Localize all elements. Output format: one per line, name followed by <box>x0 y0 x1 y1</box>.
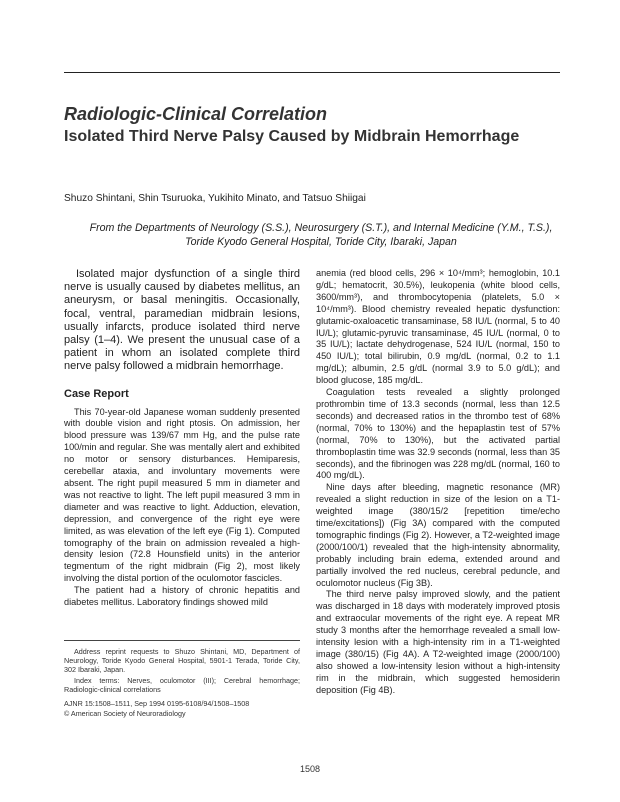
outcome-paragraph: The third nerve palsy improved slowly, and the patient was discharged in 18 days with moderately improved ptosis and extraocular movements of the right eye. A repeat MR study 3 months after the hemorrhage revealed a small low-intensity lesion with a high-intensity rim in a T1-weighted image (380/15) (Fig 4A). A T2-weighted image (2000/100) also showed a low-intensity lesion without a high-intensity rim in the midbrain, which suggested hemosiderin deposition (Fig 4B). <box>316 589 560 695</box>
article-title: Isolated Third Nerve Palsy Caused by Midbrain Hemorrhage <box>64 128 520 145</box>
index-terms: Index terms: Nerves, oculomotor (III); Cerebral hemorrhage; Radiologic-clinical correlations <box>64 675 300 694</box>
affiliation: From the Departments of Neurology (S.S.), Neurosurgery (S.T.), and Internal Medicine (Y.M., T.S.), Toride Kyodo General Hospital, Toride City, Ibaraki, Japan <box>89 222 553 248</box>
coagulation-paragraph: Coagulation tests revealed a slightly prolonged prothrombin time of 13.3 seconds (normal, less than 12.5 seconds) and decreased ratios in the thrombo test of 68% (normal, 70% to 130%) and the hepaplastin test of 57% (normal, 70% to 130%), but the activated partial thromboplastin time was 32.9 seconds (normal, less than 35 seconds), and the fibrinogen was 228 mg/dL (normal, 160 to 400 mg/dL). <box>316 387 560 481</box>
copyright: © American Society of Neuroradiology <box>64 709 186 719</box>
header-rule <box>64 72 560 73</box>
left-column <box>64 268 300 609</box>
section-title: Radiologic-Clinical Correlation <box>64 104 328 124</box>
right-column <box>316 268 560 697</box>
abstract: Isolated major dysfunction of a single third nerve is usually caused by diabetes mellitus, an aneurysm, or basal meningitis. Occasionally, focal, ventral, paramedian midbrain lesions, usually infarcts, produce isolated third nerve palsy (1–4). We present the unusual case of a patient in whom an isolated complete third nerve palsy followed a midbrain hemorrhage. <box>64 268 300 373</box>
journal-citation: AJNR 15:1508–1511, Sep 1994 0195-6108/94/1508–1508 <box>64 699 250 709</box>
reprint-address: Address reprint requests to Shuzo Shintani, MD, Department of Neurology, Toride Kyodo General Hospital, 5901-1 Terada, Toride City, 302 Ibaraki, Japan. <box>64 647 300 675</box>
case-paragraph: This 70-year-old Japanese woman suddenly presented with double vision and right ptosis. On admission, her blood pressure was 139/67 mm Hg, and the pulse rate 100/min and regular. She was mentally alert and exhibited no motor or sensory disturbances. Hemiparesis, cerebellar ataxia, and involuntary movements were absent. The right pupil measured 5 mm in diameter and was not reactive to light. The left pupil measured 3 mm in diameter and was reactive to light. Adduction, elevation, depression, and convergence of the right eye were limited, as was elevation of the left eye (Fig 1). Computed tomography of the brain on admission revealed a high-density lesion (72.8 Hounsfield units) in the anterior tegmentum of the right midbrain (Fig 2), most likely involving the distal portion of the oculomotor fascicles. <box>64 406 300 584</box>
case-report-heading: Case Report <box>64 387 129 400</box>
case-paragraph: The patient had a history of chronic hepatitis and diabetes mellitus. Laboratory findings showed mild <box>64 585 300 608</box>
page-number: 1508 <box>299 764 321 774</box>
author-list: Shuzo Shintani, Shin Tsuruoka, Yukihito Minato, and Tatsuo Shiigai <box>64 193 366 204</box>
lab-findings-paragraph: anemia (red blood cells, 296 × 10⁴/mm³; hemoglobin, 10.1 g/dL; hematocrit, 30.5%), leukopenia (white blood cells, 3600/mm³), and thrombocytopenia (platelets, 5.0 × 10⁴/mm³). Blood chemistry revealed hepatic dysfunction: glutamic-oxaloacetic transaminase, 58 IU/L (normal, 5 to 40 IU/L); glutamic-pyruvic transaminase, 45 IU/L (normal, 0 to 35 IU/L); lactate dehydrogenase, 524 IU/L (normal, 150 to 450 IU/L); total bilirubin, 0.9 mg/dL (normal, 0.2 to 1.1 mg/dL); albumin, 2.5 g/dL (normal 3.9 to 5.0 g/dL); and blood glucose, 185 mg/dL. <box>316 268 560 386</box>
footnotes <box>64 647 300 719</box>
mr-findings-paragraph: Nine days after bleeding, magnetic resonance (MR) revealed a slight reduction in size of the lesion on a T1-weighted image (380/15/2 [repetition time/echo time/excitations]) (Fig 3A) compared with the computed tomographic findings (Fig 2). However, a T2-weighted image (2000/100/1) revealed that the high-intensity abnormality, probably including brain edema, extended around and partially involved the red nucleus, cerebral peduncle, and oculomotor nucleus (Fig 3B). <box>316 482 560 588</box>
footnote-rule <box>64 640 300 641</box>
